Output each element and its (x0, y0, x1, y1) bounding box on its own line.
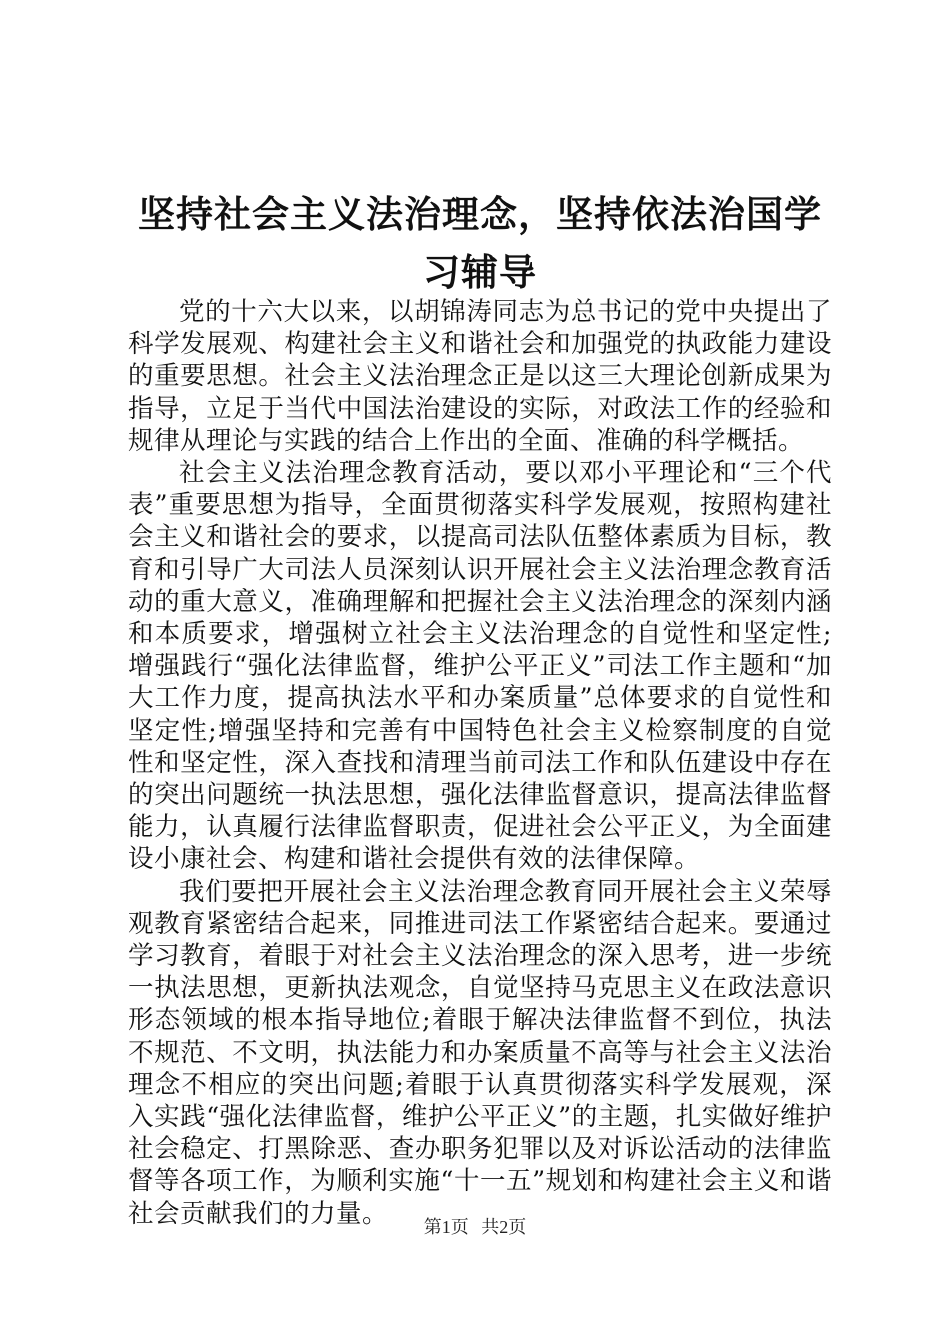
paragraph-2: 社会主义法治理念教育活动，要以邓小平理论和“三个代表”重要思想为指导，全面贯彻落实科学发展观，按照构建社会主义和谐社会的要求，以提高司法队伍整体素质为目标，教育和引导广大司法人员深刻认识开展社会主义法治理念教育活动的重大意义，准确理解和把握社会主义法治理念的深刻内涵和本质要求，增强树立社会主义法治理念的自觉性和坚定性;增强践行“强化法律监督，维护公平正义”司法工作主题和“加大工作力度，提高执法水平和办案质量”总体要求的自觉性和坚定性;增强坚持和完善有中国特色社会主义检察制度的自觉性和坚定性，深入查找和清理当前司法工作和队伍建设中存在的突出问题统一执法思想，强化法律监督意识，提高法律监督能力，认真履行法律监督职责，促进社会公平正义，为全面建设小康社会、构建和谐社会提供有效的法律保障。 (128, 458, 832, 875)
document-body (128, 296, 832, 1230)
paragraph-1: 党的十六大以来，以胡锦涛同志为总书记的党中央提出了科学发展观、构建社会主义和谐社会和加强党的执政能力建设的重要思想。社会主义法治理念正是以这三大理论创新成果为指导，立足于当代中国法治建设的实际，对政法工作的经验和规律从理论与实践的结合上作出的全面、准确的科学概括。 (128, 297, 832, 456)
page-footer (0, 1215, 950, 1239)
page-number: 第1页 (423, 1217, 469, 1237)
page-count: 共2页 (481, 1217, 527, 1237)
paragraph-3: 我们要把开展社会主义法治理念教育同开展社会主义荣辱观教育紧密结合起来，同推进司法工作紧密结合起来。要通过学习教育，着眼于对社会主义法治理念的深入思考，进一步统一执法思想，更新执法观念，自觉坚持马克思主义在政法意识形态领域的根本指导地位;着眼于解决法律监督不到位，执法不规范、不文明，执法能力和办案质量不高等与社会主义法治理念不相应的突出问题;着眼于认真贯彻落实科学发展观，深入实践“强化法律监督，维护公平正义”的主题，扎实做好维护社会稳定、打黑除恶、查办职务犯罪以及对诉讼活动的法律监督等各项工作，为顺利实施“十一五”规划和构建社会主义和谐社会贡献我们的力量。 (128, 876, 832, 1229)
document-title: 坚持社会主义法治理念，坚持依法治国学习辅导 (138, 193, 822, 294)
